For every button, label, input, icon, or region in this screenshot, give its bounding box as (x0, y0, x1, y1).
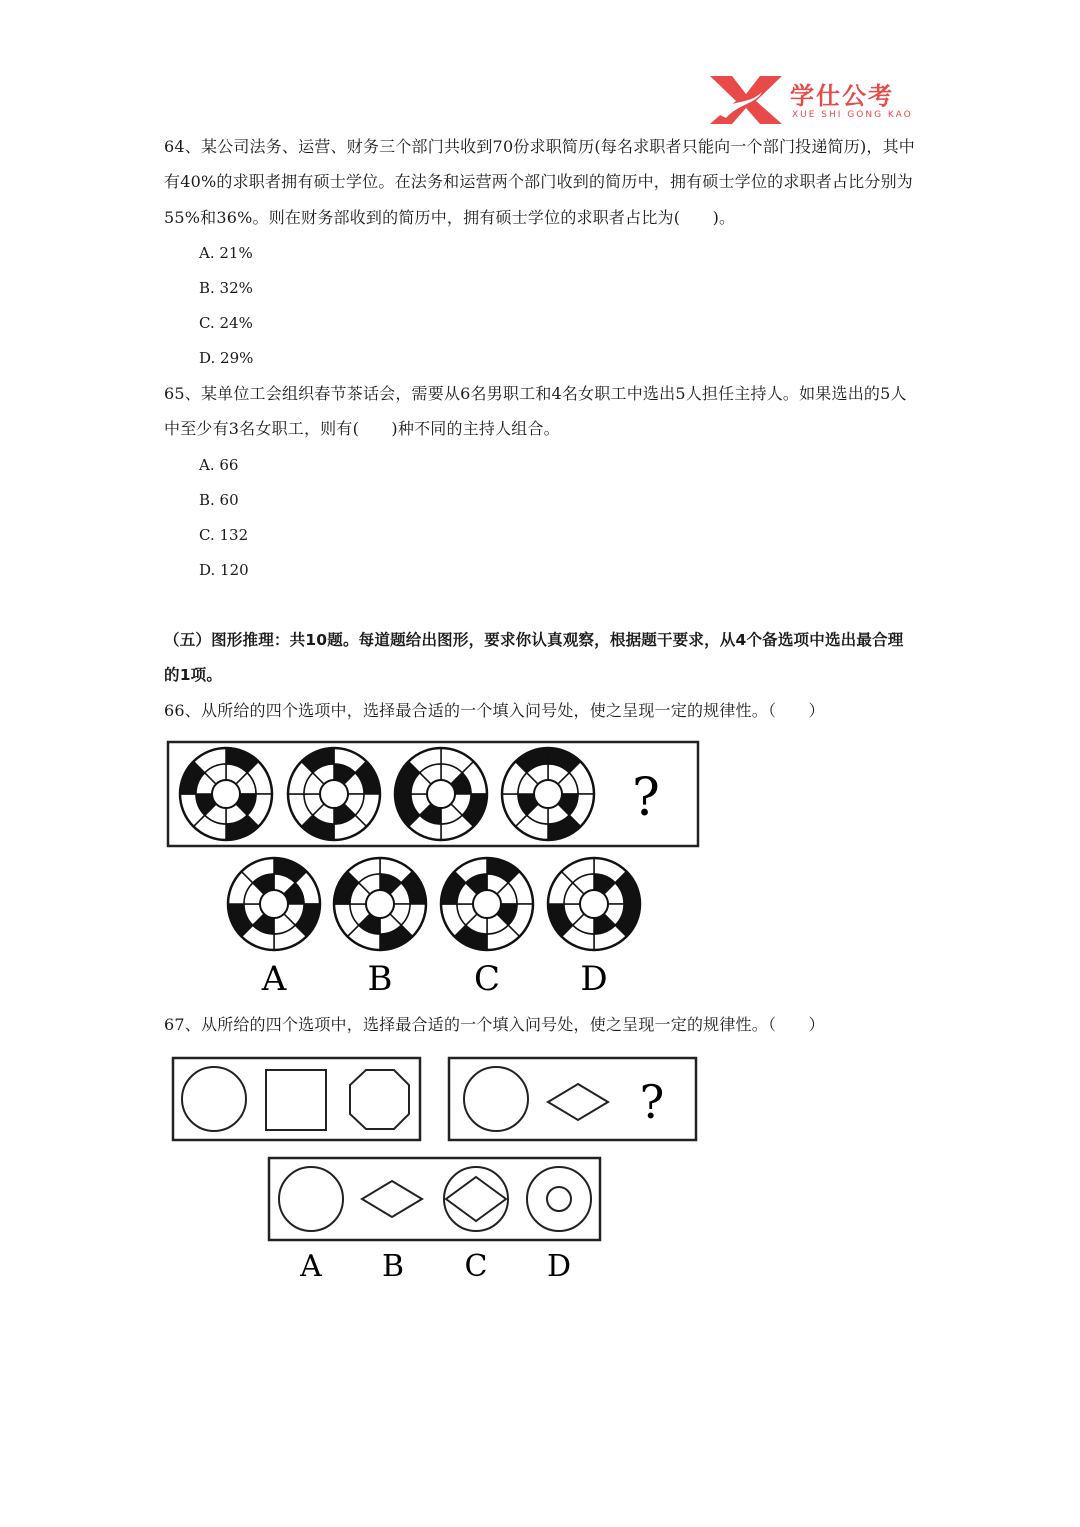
q66-label-b[interactable]: B (367, 959, 393, 999)
question-65-text: 65、某单位工会组织春节茶话会，需要从6名男职工和4名女职工中选出5人担任主持人。如果选出的5人中至少有3名女职工，则有( )种不同的主持人组合。 (164, 384, 907, 439)
q67-option-b-shape[interactable] (362, 1181, 422, 1217)
q64-option-a[interactable]: A. 21% (199, 244, 253, 262)
q67-figure (173, 1058, 696, 1284)
question-67-text: 67、从所给的四个选项中，选择最合适的一个填入问号处，使之呈现一定的规律性。（ ） (164, 1015, 825, 1034)
q67-octagon-shape (350, 1070, 409, 1129)
q66-figure (168, 742, 698, 999)
wheel-center (260, 890, 288, 918)
q67-label-d[interactable]: D (546, 1249, 572, 1284)
q67-option-a-shape[interactable] (279, 1167, 343, 1231)
section-5-heading: （五）图形推理：共10题。每道题给出图形，要求你认真观察，根据题干要求，从4个备选项中选出最合理的1项。 (164, 631, 904, 685)
q66-label-a[interactable]: A (261, 959, 287, 999)
q65-option-b[interactable]: B. 60 (199, 491, 239, 509)
wheel-center (580, 890, 608, 918)
wheel-center (366, 890, 394, 918)
q66-option-c-wheel[interactable] (441, 858, 533, 950)
q67-option-c-shape[interactable] (444, 1167, 508, 1231)
question-64-text: 64、某公司法务、运营、财务三个部门共收到70份求职简历(每名求职者只能向一个部门投递简历)，其中有40%的求职者拥有硕士学位。在法务和运营两个部门收到的简历中，拥有硕士学位的求职者占比分别为55%和36%。则在财务部收到的简历中，拥有硕士学位的求职者占比为( )。 (164, 137, 916, 227)
wheel-center (212, 780, 240, 808)
question-66-text: 66、从所给的四个选项中，选择最合适的一个填入问号处，使之呈现一定的规律性。（ ） (164, 701, 825, 720)
q66-wheel-2 (288, 748, 380, 840)
q64-option-b[interactable]: B. 32% (199, 279, 253, 297)
q66-label-c[interactable]: C (473, 959, 501, 999)
q67-label-a[interactable]: A (300, 1249, 322, 1284)
q67-question-mark: ? (639, 1075, 665, 1129)
q67-diamond-shape (548, 1084, 608, 1120)
q67-option-d-shape[interactable] (527, 1167, 591, 1231)
q66-option-b-wheel[interactable] (334, 858, 426, 950)
q67-circle-shape-2 (464, 1067, 528, 1131)
q65-option-c[interactable]: C. 132 (199, 526, 249, 544)
wheel-center (534, 780, 562, 808)
q67-label-c[interactable]: C (464, 1249, 488, 1284)
q66-question-mark: ? (632, 768, 660, 828)
q66-label-d[interactable]: D (580, 959, 608, 999)
wheel-center (473, 890, 501, 918)
q64-option-d[interactable]: D. 29% (199, 349, 254, 367)
logo-title: 学仕公考 (790, 82, 894, 110)
q65-option-d[interactable]: D. 120 (199, 561, 249, 579)
wheel-center (427, 780, 455, 808)
logo-subtitle: XUE SHI GONG KAO (792, 110, 913, 120)
q67-options-box (269, 1158, 600, 1240)
q66-option-a-wheel[interactable] (228, 858, 320, 950)
q67-square-shape (266, 1070, 326, 1130)
q66-wheel-3 (395, 748, 487, 840)
q66-option-d-wheel[interactable] (548, 858, 640, 950)
q67-label-b[interactable]: B (381, 1249, 405, 1284)
q66-wheel-1 (180, 748, 272, 840)
wheel-center (320, 780, 348, 808)
q67-circle-shape (182, 1067, 246, 1131)
q65-option-a[interactable]: A. 66 (199, 456, 239, 474)
q66-wheel-4 (502, 748, 594, 840)
q64-option-c[interactable]: C. 24% (199, 314, 253, 332)
